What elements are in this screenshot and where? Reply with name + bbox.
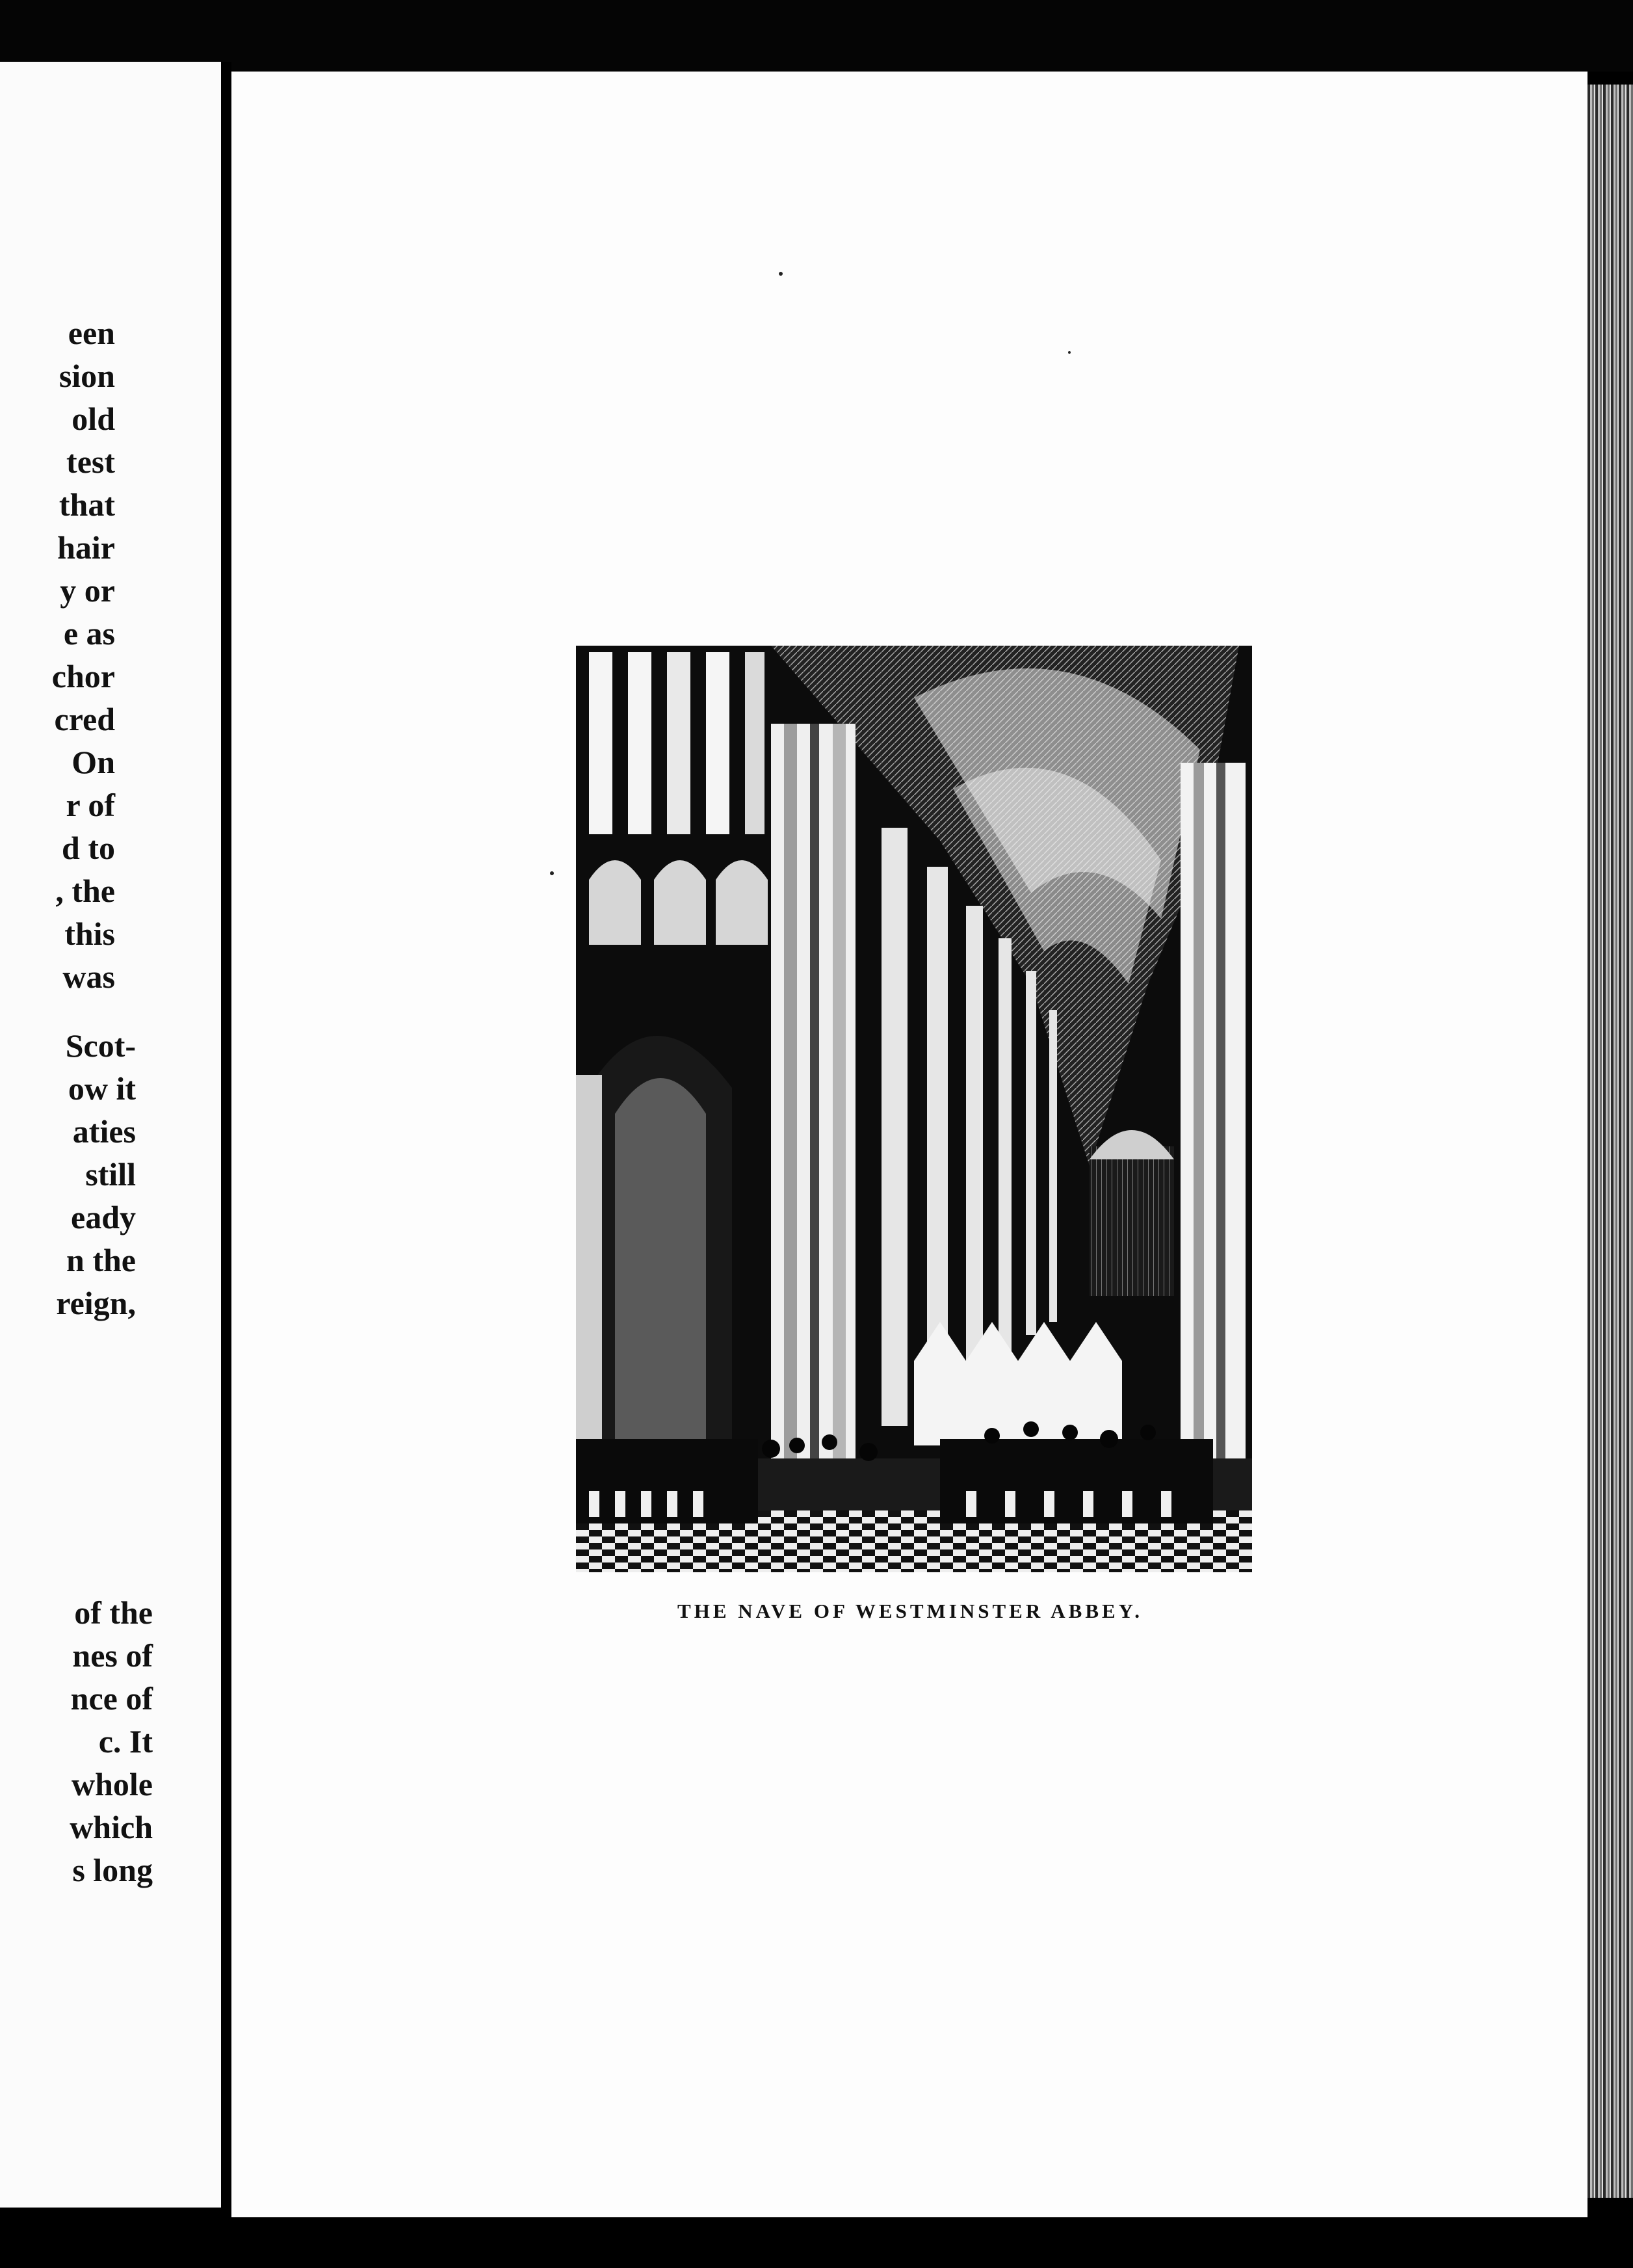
text-fragment: n the <box>66 1242 136 1278</box>
text-fragment: which <box>70 1809 153 1845</box>
text-fragment: test <box>66 443 115 480</box>
text-fragment: c. It <box>98 1723 153 1760</box>
text-fragment: , the <box>55 873 115 909</box>
text-fragment: e as <box>63 615 115 652</box>
text-fragment: still <box>85 1156 136 1193</box>
text-fragment: s long <box>72 1852 153 1888</box>
text-fragment: eady <box>71 1199 136 1235</box>
scan-speck <box>1068 351 1071 354</box>
text-fragment: r of <box>66 787 115 823</box>
illustration-caption: THE NAVE OF WESTMINSTER ABBEY. <box>677 1600 1143 1622</box>
scan-top-border <box>0 0 1633 72</box>
text-fragment: whole <box>72 1766 153 1802</box>
text-fragment: On <box>72 744 115 780</box>
scan-speck <box>779 272 783 276</box>
left-page <box>0 62 221 2208</box>
nave-illustration <box>576 646 1252 1572</box>
text-fragment: hair <box>57 529 115 566</box>
text-fragment: y or <box>60 572 115 609</box>
text-fragment: nce of <box>70 1680 153 1717</box>
text-fragment: old <box>72 401 115 437</box>
text-fragment: aties <box>72 1113 136 1150</box>
text-fragment: cred <box>54 701 115 737</box>
text-fragment: reign, <box>56 1285 136 1321</box>
text-fragment: this <box>64 916 115 952</box>
text-fragment: that <box>59 486 115 523</box>
text-fragment: een <box>68 315 115 351</box>
text-fragment: ow it <box>68 1070 136 1107</box>
text-fragment: chor <box>51 658 115 694</box>
text-fragment: sion <box>59 358 115 394</box>
scan-speck <box>550 871 554 875</box>
text-fragment: of the <box>74 1594 153 1631</box>
scan-bottom-border <box>0 2224 1633 2268</box>
page-gutter <box>221 62 231 2208</box>
page-edge <box>1587 85 1633 2198</box>
text-fragment: nes of <box>72 1637 153 1674</box>
text-fragment: was <box>62 958 115 995</box>
right-page <box>231 72 1587 2217</box>
text-fragment: Scot- <box>65 1027 136 1064</box>
text-fragment: d to <box>62 830 115 866</box>
